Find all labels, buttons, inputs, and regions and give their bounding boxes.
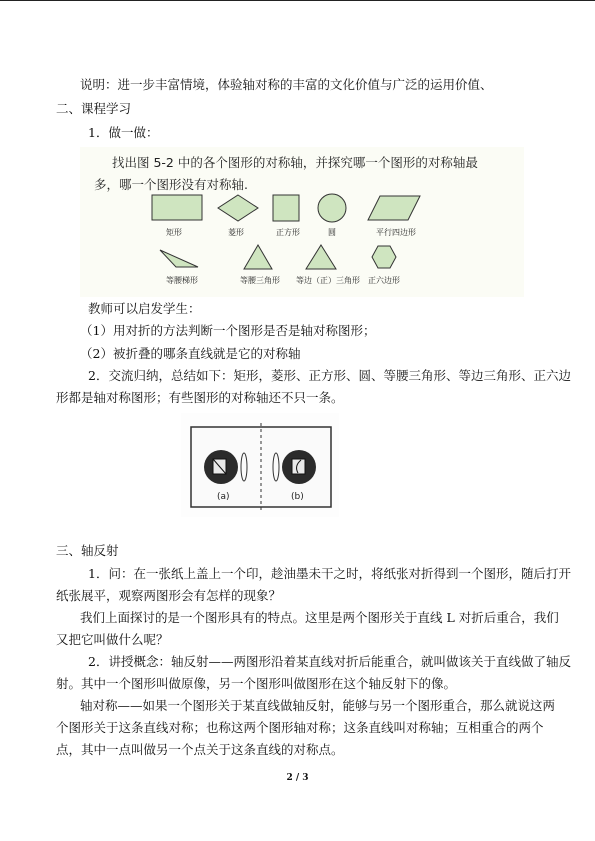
hexagon-shape xyxy=(372,246,396,268)
page-number: 2 / 3 xyxy=(286,773,309,783)
paragraph-definition-line1: 轴对称——如果一个图形关于某直线做轴反射，能够与另一个图形重合，那么就说这两 xyxy=(80,698,556,713)
rhombus-shape xyxy=(218,195,258,221)
heading-course-study: 二、课程学习 xyxy=(56,101,132,116)
paragraph-step-1: （1）用对折的方法判断一个图形是否是轴对称图形； xyxy=(80,323,376,338)
heading-axis-reflection: 三、轴反射 xyxy=(56,543,119,558)
paragraph-concept-line1: 2．讲授概念：轴反射——两图形沿着某直线对折后能重合，就叫做该关于直线做了轴反 xyxy=(88,654,571,669)
paragraph-discuss-line1: 我们上面探讨的是一个图形具有的特点。这里是两个图形关于直线 L 对折后重合，我们 xyxy=(80,610,559,625)
paragraph-summary-line1: 2．交流归纳，总结如下：矩形，菱形、正方形、圆、等腰三角形、等边三角形、正六边 xyxy=(88,368,571,383)
paragraph-question-line2: 纸张展平，观察两图形会有怎样的现象？ xyxy=(56,588,282,603)
figure-symmetric-shapes xyxy=(80,147,524,297)
item-do-it: 1．做一做： xyxy=(88,125,159,140)
equilateral-triangle-shape xyxy=(306,245,336,269)
header-rule xyxy=(0,0,595,1)
label-isosceles-triangle: 等腰三角形 xyxy=(240,276,280,285)
label-equilateral-triangle: 等边（正）三角形 xyxy=(296,276,360,285)
square-shape xyxy=(273,195,299,221)
paragraph-teacher-hint: 教师可以启发学生： xyxy=(88,301,201,316)
figure-stamp-reflection xyxy=(181,413,339,517)
label-isosceles-trapezoid: 等腰梯形 xyxy=(166,276,198,285)
circle-shape xyxy=(318,194,346,222)
label-parallelogram: 平行四边形 xyxy=(376,228,416,237)
label-circle: 圆 xyxy=(328,228,336,237)
label-a: (a) xyxy=(217,492,230,502)
paragraph-step-2: （2）被折叠的哪条直线就是它的对称轴 xyxy=(80,346,301,361)
paragraph-discuss-line2: 又把它叫做什么呢？ xyxy=(56,632,169,647)
paragraph-definition-line2: 个图形关于这条直线对称；也称这两个图形轴对称；这条直线叫对称轴；互相重合的两个 xyxy=(56,720,544,735)
label-hexagon: 正六边形 xyxy=(368,276,400,285)
figure-instruction-line1: 找出图 5-2 中的各个图形的对称轴，并探究哪一个图形的对称轴最 xyxy=(112,155,478,170)
label-rectangle: 矩形 xyxy=(166,228,182,237)
parallelogram-shape xyxy=(368,196,420,220)
isosceles-trapezoid-shape xyxy=(160,250,198,267)
paragraph-note: 说明：进一步丰富情境，体验轴对称的丰富的文化价值与广泛的运用价值、 xyxy=(80,77,493,92)
figure-instruction-line2: 多，哪一个图形没有对称轴. xyxy=(94,177,248,192)
paragraph-summary-line2: 形都是轴对称图形；有些图形的对称轴还不只一条。 xyxy=(56,390,344,405)
paragraph-definition-line3: 点，其中一点叫做另一个点关于这条直线的对称点。 xyxy=(56,742,344,757)
label-rhombus: 菱形 xyxy=(228,228,244,237)
paragraph-question-line1: 1．问：在一张纸上盖上一个印，趁油墨未干之时，将纸张对折得到一个图形，随后打开 xyxy=(88,566,571,581)
rectangle-shape xyxy=(152,195,202,220)
paragraph-concept-line2: 射。其中一个图形叫做原像，另一个图形叫做图形在这个轴反射下的像。 xyxy=(56,676,457,691)
label-square: 正方形 xyxy=(276,228,300,237)
isosceles-triangle-shape xyxy=(244,245,272,269)
label-b: (b) xyxy=(291,492,304,502)
